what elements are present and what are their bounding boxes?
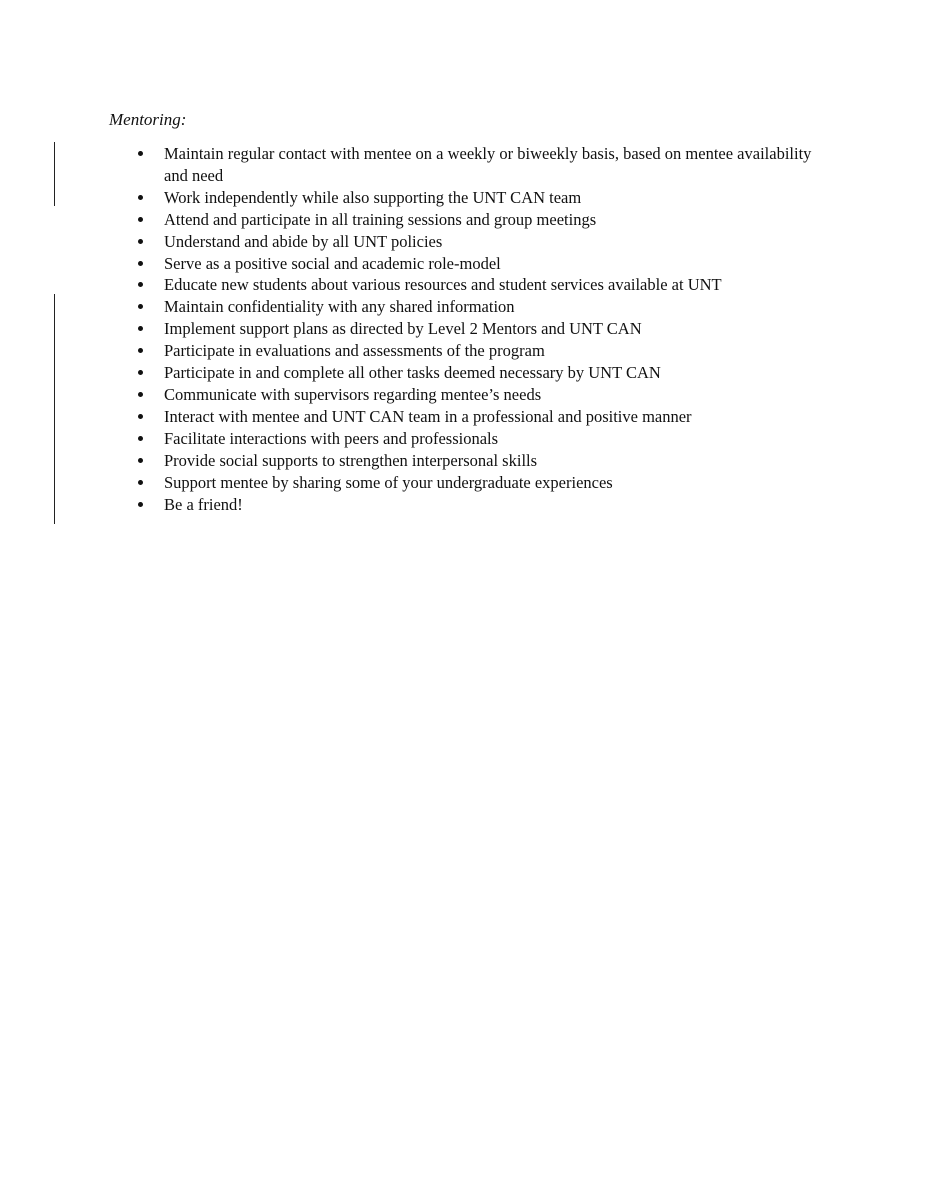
bullet-icon bbox=[138, 326, 143, 331]
section-heading: Mentoring: bbox=[109, 110, 187, 129]
bullet-icon bbox=[138, 151, 143, 156]
list-item-text: Maintain regular contact with mentee on a weekly or biweekly basis, based on mentee availability and need bbox=[164, 144, 812, 185]
bullet-icon bbox=[138, 261, 143, 266]
bullet-icon bbox=[138, 480, 143, 485]
bullet-icon bbox=[138, 502, 143, 507]
list-item-text: Participate in evaluations and assessments of the program bbox=[164, 341, 545, 361]
list-item bbox=[136, 428, 836, 450]
bullet-icon bbox=[138, 239, 143, 244]
mentoring-duties-list bbox=[136, 143, 836, 515]
list-item bbox=[136, 143, 836, 187]
list-item bbox=[136, 253, 836, 275]
list-item-text: Interact with mentee and UNT CAN team in a professional and positive manner bbox=[164, 406, 692, 426]
bullet-icon bbox=[138, 217, 143, 222]
bullet-icon bbox=[138, 195, 143, 200]
list-item bbox=[136, 318, 836, 340]
list-item bbox=[136, 494, 836, 516]
list-item bbox=[136, 209, 836, 231]
list-item-text: Implement support plans as directed by Level 2 Mentors and UNT CAN bbox=[164, 319, 642, 339]
list-item-text: Understand and abide by all UNT policies bbox=[164, 231, 443, 251]
list-item-text: Be a friend! bbox=[164, 494, 243, 514]
bullet-icon bbox=[138, 282, 143, 287]
revision-change-bar bbox=[54, 294, 55, 524]
list-item bbox=[136, 187, 836, 209]
bullet-icon bbox=[138, 436, 143, 441]
list-item-text: Attend and participate in all training sessions and group meetings bbox=[164, 209, 597, 229]
list-item-text: Educate new students about various resources and student services available at UNT bbox=[164, 275, 722, 295]
list-item-text: Provide social supports to strengthen interpersonal skills bbox=[164, 450, 538, 470]
list-item bbox=[136, 296, 836, 318]
list-item-text: Facilitate interactions with peers and professionals bbox=[164, 428, 499, 448]
list-item bbox=[136, 274, 836, 296]
bullet-icon bbox=[138, 392, 143, 397]
list-item-text: Serve as a positive social and academic role-model bbox=[164, 253, 501, 273]
list-item-text: Work independently while also supporting the UNT CAN team bbox=[164, 187, 582, 207]
revision-change-bar bbox=[54, 142, 55, 206]
list-item bbox=[136, 362, 836, 384]
list-item-text: Maintain confidentiality with any shared information bbox=[164, 297, 515, 317]
list-item bbox=[136, 406, 836, 428]
list-item bbox=[136, 450, 836, 472]
list-item bbox=[136, 472, 836, 494]
bullet-icon bbox=[138, 458, 143, 463]
list-item bbox=[136, 340, 836, 362]
list-item-text: Communicate with supervisors regarding mentee’s needs bbox=[164, 384, 542, 404]
list-item-text: Support mentee by sharing some of your undergraduate experiences bbox=[164, 472, 613, 492]
bullet-icon bbox=[138, 348, 143, 353]
list-item bbox=[136, 231, 836, 253]
list-item-text: Participate in and complete all other tasks deemed necessary by UNT CAN bbox=[164, 363, 661, 383]
list-item bbox=[136, 384, 836, 406]
bullet-icon bbox=[138, 370, 143, 375]
bullet-icon bbox=[138, 414, 143, 419]
bullet-icon bbox=[138, 304, 143, 309]
